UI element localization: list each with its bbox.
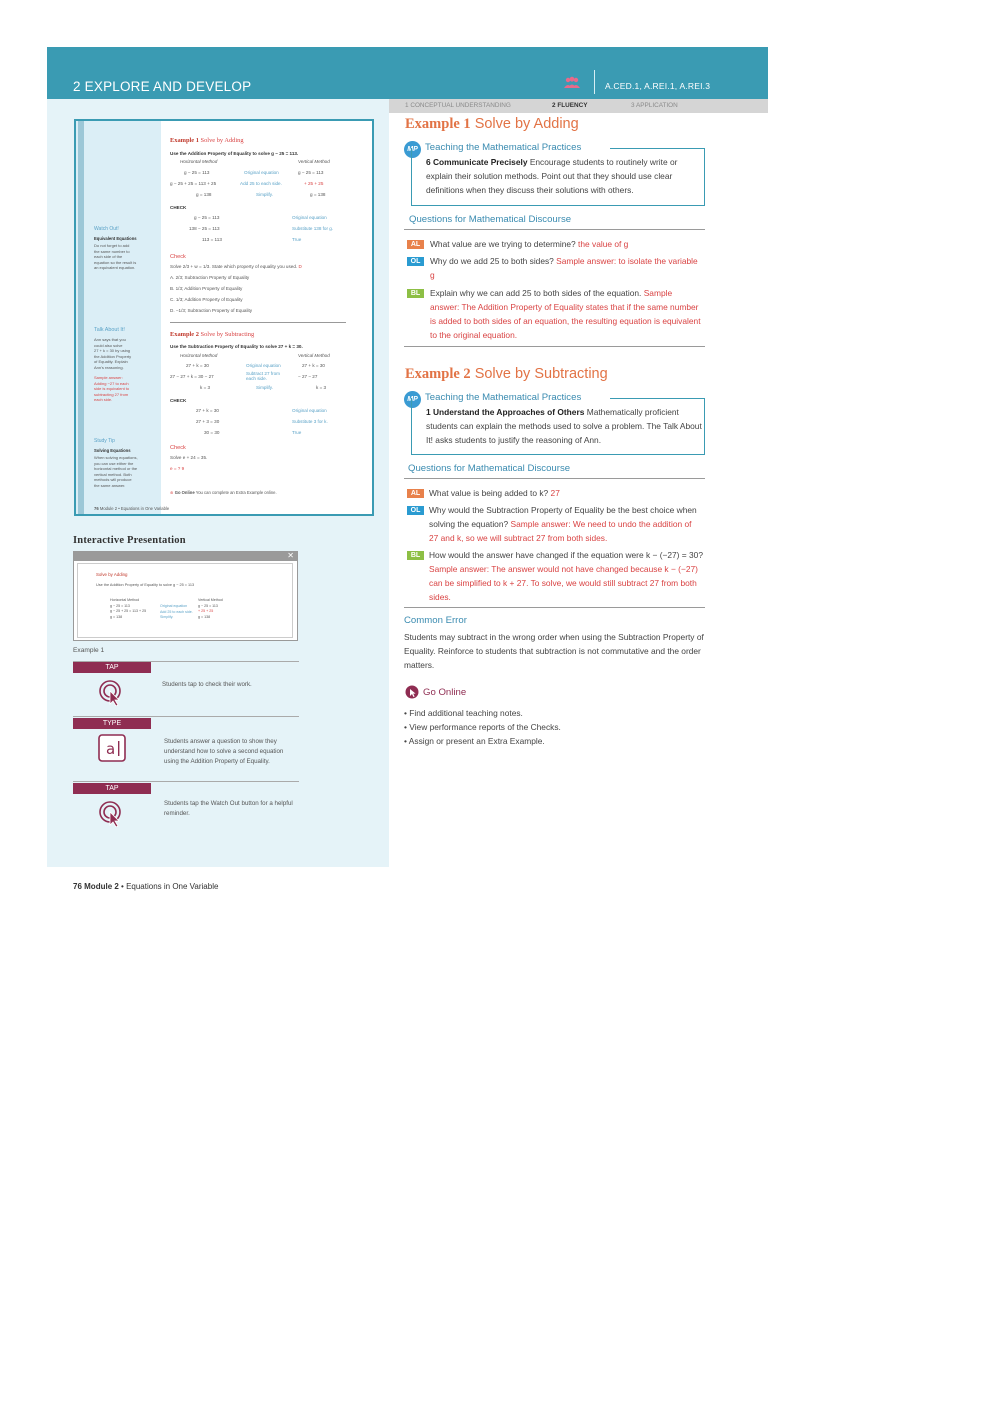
thumb-ex1-cm2: Substitute 138 for g. [292, 226, 334, 231]
questions-rule [404, 229, 705, 230]
thumb-ex1-check-heading: Check [170, 254, 186, 260]
thumb-go-online: ⊛ Go Online You can complete an Extra Example online. [170, 490, 277, 495]
thumb-ex1-cm1: Original equation [292, 215, 327, 220]
example2-mp-text: 1 Understand the Approaches of Others Mathematically proficient students can explain the methods used to solve a problem. The Talk About It! asks students to justify the reasoning of Ann. [426, 407, 702, 445]
thumb-footer: 76 Module 2 • Equations in One Variable [94, 506, 170, 511]
thumb-ex1-cm3: True [292, 237, 302, 242]
thumb-ex2-c3: 30 = 30 [204, 430, 220, 435]
thumb-divider [170, 322, 346, 323]
interactive-presentation-title: Interactive Presentation [73, 535, 186, 546]
thumb-ex2-v2: − 27 − 27 [298, 374, 318, 379]
example1-mp-text: 6 Communicate Precisely Encourage students to routinely write or explain their solution methods. Point out that they should use clear definitions when they discuss their solutions with others. [426, 157, 678, 195]
thumb-ex2-cm3: True [292, 430, 302, 435]
thumb-ex1-instruction: Use the Addition Property of Equality to solve g − 25 = 113. [170, 151, 299, 156]
thumb-ex2-check-question: Solve e + 24 = 35. [170, 455, 208, 460]
presentation-vertical-method: Vertical Method g − 25 = 113 + 25 + 25 g = 138 [198, 598, 223, 619]
activity-tag: TYPE [73, 718, 151, 729]
thumb-ex2-title: Example 2 Solve by Subtracting [170, 331, 255, 338]
math-practices-icon: MP [404, 391, 421, 408]
presentation-preview[interactable] [73, 551, 298, 641]
thumb-ex1-m3: Simplify. [256, 192, 274, 197]
thumb-ex1-h3: g = 138 [196, 192, 212, 197]
section-rule [404, 607, 705, 608]
go-online-item[interactable]: • View performance reports of the Checks. [404, 722, 561, 732]
tap-cursor-icon[interactable] [97, 678, 125, 706]
thumb-ex2-m3: Simplify. [256, 385, 274, 390]
activity-tag: TAP [73, 783, 151, 794]
example1-question-bl: Explain why we can add 25 to both sides of the equation. Sample answer: The Addition Property of Equality states that if the same number is added to both sides of an equation, the resulting equation is equivalent to the original equation. [430, 288, 701, 340]
tab-application[interactable]: 3 APPLICATION [631, 102, 678, 109]
example1-questions-heading: Questions for Mathematical Discourse [409, 214, 572, 225]
thumb-ex2-horizontal-label: Horizontal Method [180, 353, 218, 358]
tab-bar [389, 99, 768, 113]
standards-label: A.CED.1, A.REI.1, A.REI.3 [605, 81, 711, 91]
thumb-ex2-h3: k = 3 [200, 385, 211, 390]
thumb-watch-out-title: Watch Out! [94, 226, 119, 232]
tap-cursor-icon[interactable] [97, 799, 125, 827]
activity-rule [73, 781, 299, 782]
thumb-ex2-check-heading: Check [170, 445, 186, 451]
thumb-ex2-check-answer: e = ? 9 [170, 466, 185, 471]
thumb-ex1-vertical-label: Vertical Method [298, 159, 330, 164]
thumb-ex1-horizontal-label: Horizontal Method [180, 159, 218, 164]
ol-badge: OL [407, 506, 424, 515]
thumb-study-tip-text: When solving equations, you can use either the horizontal method or the vertical method. Both methods will produce the same answer. [94, 455, 138, 488]
go-online-item[interactable]: • Assign or present an Extra Example. [404, 736, 545, 746]
student-page-thumbnail[interactable] [74, 119, 374, 516]
thumb-talk-about-title: Talk About It! [94, 327, 125, 333]
svg-text:a: a [106, 740, 116, 758]
thumb-ex2-cm1: Original equation [292, 408, 327, 413]
section-rule [404, 346, 705, 347]
example2-questions-heading: Questions for Mathematical Discourse [408, 463, 571, 474]
example2-question-al: What value is being added to k? 27 [429, 488, 560, 498]
example1-title: Example 1 Solve by Adding [405, 116, 579, 132]
thumb-ex2-check-label: CHECK [170, 398, 187, 403]
thumb-ex1-c3: 113 = 113 [202, 237, 222, 242]
thumb-ex1-option-d: D. −1/3; Subtraction Property of Equality [170, 308, 253, 313]
activity-description: Students tap to check their work. [162, 681, 252, 688]
thumb-study-tip-title: Study Tip [94, 438, 115, 444]
example2-mp-heading: Teaching the Mathematical Practices [425, 392, 582, 403]
tab-conceptual-understanding[interactable]: 1 CONCEPTUAL UNDERSTANDING [405, 102, 511, 109]
presentation-method-notes: Original equation Add 25 to each side. Simplify. [160, 604, 193, 620]
thumb-ex2-v1: 27 + k = 30 [302, 363, 325, 368]
presentation-example-label: Example 1 [73, 647, 105, 654]
questions-rule [404, 478, 705, 479]
page-footer: 76 Module 2 • Equations in One Variable [73, 882, 219, 891]
activity-description: Students answer a question to show they understand how to solve a second equation using the Addition Property of Equality. [164, 738, 284, 765]
thumb-ex2-c1: 27 + k = 30 [196, 408, 219, 413]
thumb-talk-about-text: Ann says that you could also solve 27 + k = 30 by using the Addition Property of Equality. Explain Ann's reasoning. [94, 337, 132, 370]
thumb-ex1-title: Example 1 Solve by Adding [170, 137, 244, 144]
thumb-ex1-check-label: CHECK [170, 205, 187, 210]
thumb-ex1-option-c: C. 1/3; Addition Property of Equality [170, 297, 243, 302]
thumb-ex1-h1: g − 25 = 113 [184, 170, 210, 175]
thumb-ex2-m1: Original equation [246, 363, 281, 368]
thumb-talk-about-answer: Sample answer: Adding −27 to each side is equivalent to subtracting 27 from each side. [94, 375, 130, 403]
example2-title: Example 2 Solve by Subtracting [405, 366, 608, 382]
presentation-titlebar [74, 552, 297, 561]
example2-question-ol: Why would the Subtraction Property of Equality be the best choice when solving the equation? Sample answer: We need to undo the addition of 27 and k, so we will subtract 27 from both sides. [429, 505, 697, 543]
bl-badge: BL [407, 289, 424, 298]
type-a-icon[interactable] [98, 734, 126, 762]
bl-badge: BL [407, 551, 424, 560]
thumb-ex2-vertical-label: Vertical Method [298, 353, 330, 358]
thumb-ex1-option-b: B. 1/3; Addition Property of Equality [170, 286, 243, 291]
thumb-ex1-c2: 138 − 25 = 113 [189, 226, 220, 231]
header-divider [594, 70, 595, 94]
common-error-heading: Common Error [404, 615, 467, 626]
common-error-text: Students may subtract in the wrong order when using the Subtraction Property of Equality. Reinforce to students that subtraction is not commutative and the order matters. [404, 632, 704, 670]
thumb-ex1-v1: g − 25 = 113 [298, 170, 324, 175]
thumbnail-sidebar-bar [78, 121, 84, 514]
example1-question-ol: Why do we add 25 to both sides? Sample answer: to isolate the variable g [430, 256, 698, 280]
thumb-ex1-m1: Original equation [244, 170, 279, 175]
thumb-ex1-h2: g − 25 + 25 = 113 + 25 [170, 181, 217, 186]
math-practices-icon: MP [404, 141, 421, 158]
thumb-ex2-m2: Subtract 27 from each side. [246, 371, 280, 381]
presentation-heading: Solve by Adding [96, 572, 128, 577]
thumb-ex2-h1: 27 + k = 30 [186, 363, 209, 368]
thumb-ex1-check-question: Solve 2/3 + w = 1/3. State which property of equality you used. D [170, 264, 302, 269]
presentation-slide [77, 563, 293, 638]
presentation-instruction: Use the Addition Property of Equality to solve g − 25 = 113 [96, 583, 195, 587]
tab-fluency[interactable]: 2 FLUENCY [552, 102, 588, 109]
thumb-watch-out-text: Do not forget to add the same number to each side of the equation so the result is an equivalent equation. [94, 243, 137, 271]
example2-question-bl: How would the answer have changed if the equation were k − (−27) = 30? Sample answer: The answer would not have changed because k − (−27) can be simplified to k + 27. To solve, we would still subtract 27 from both sides. [429, 550, 703, 602]
thumb-ex1-m2: Add 25 to each side. [240, 181, 282, 186]
go-online-list [404, 706, 704, 748]
close-icon[interactable]: ✕ [287, 551, 294, 560]
thumb-ex1-v2: + 25 + 25 [304, 181, 324, 186]
al-badge: AL [407, 489, 424, 498]
thumb-ex1-c1: g − 25 = 113 [194, 215, 220, 220]
go-online-cursor-icon[interactable] [405, 685, 419, 699]
thumb-ex1-v3: g = 138 [310, 192, 326, 197]
thumb-ex2-h2: 27 − 27 + k = 30 − 27 [170, 374, 214, 379]
activity-rule [73, 716, 299, 717]
ol-badge: OL [407, 257, 424, 266]
thumb-ex2-instruction: Use the Subtraction Property of Equality to solve 27 + k = 30. [170, 344, 303, 349]
thumb-study-tip-head: Solving Equations [94, 448, 131, 453]
thumb-ex1-option-a: A. 2/3; Subtraction Property of Equality [170, 275, 250, 280]
thumb-watch-out-head: Equivalent Equations [94, 236, 137, 241]
go-online-item[interactable]: • Find additional teaching notes. [404, 708, 523, 718]
example1-question-al: What value are we trying to determine? the value of g [430, 239, 629, 249]
example1-mp-heading: Teaching the Mathematical Practices [425, 142, 582, 153]
presentation-horizontal-method: Horizontal Method g − 25 = 113 g − 25 + 25 = 113 + 25 g = 138 [110, 598, 147, 619]
al-badge: AL [407, 240, 424, 249]
activity-description: Students tap the Watch Out button for a helpful reminder. [164, 800, 293, 817]
go-online-heading[interactable]: Go Online [423, 687, 467, 698]
activity-tag: TAP [73, 662, 151, 673]
thumb-ex2-c2: 27 + 3 = 30 [196, 419, 220, 424]
thumb-ex2-v3: k = 3 [316, 385, 327, 390]
people-group-icon [563, 76, 581, 90]
section-title: 2 EXPLORE AND DEVELOP [73, 79, 252, 94]
thumb-ex2-cm2: Substitute 3 for k. [292, 419, 328, 424]
